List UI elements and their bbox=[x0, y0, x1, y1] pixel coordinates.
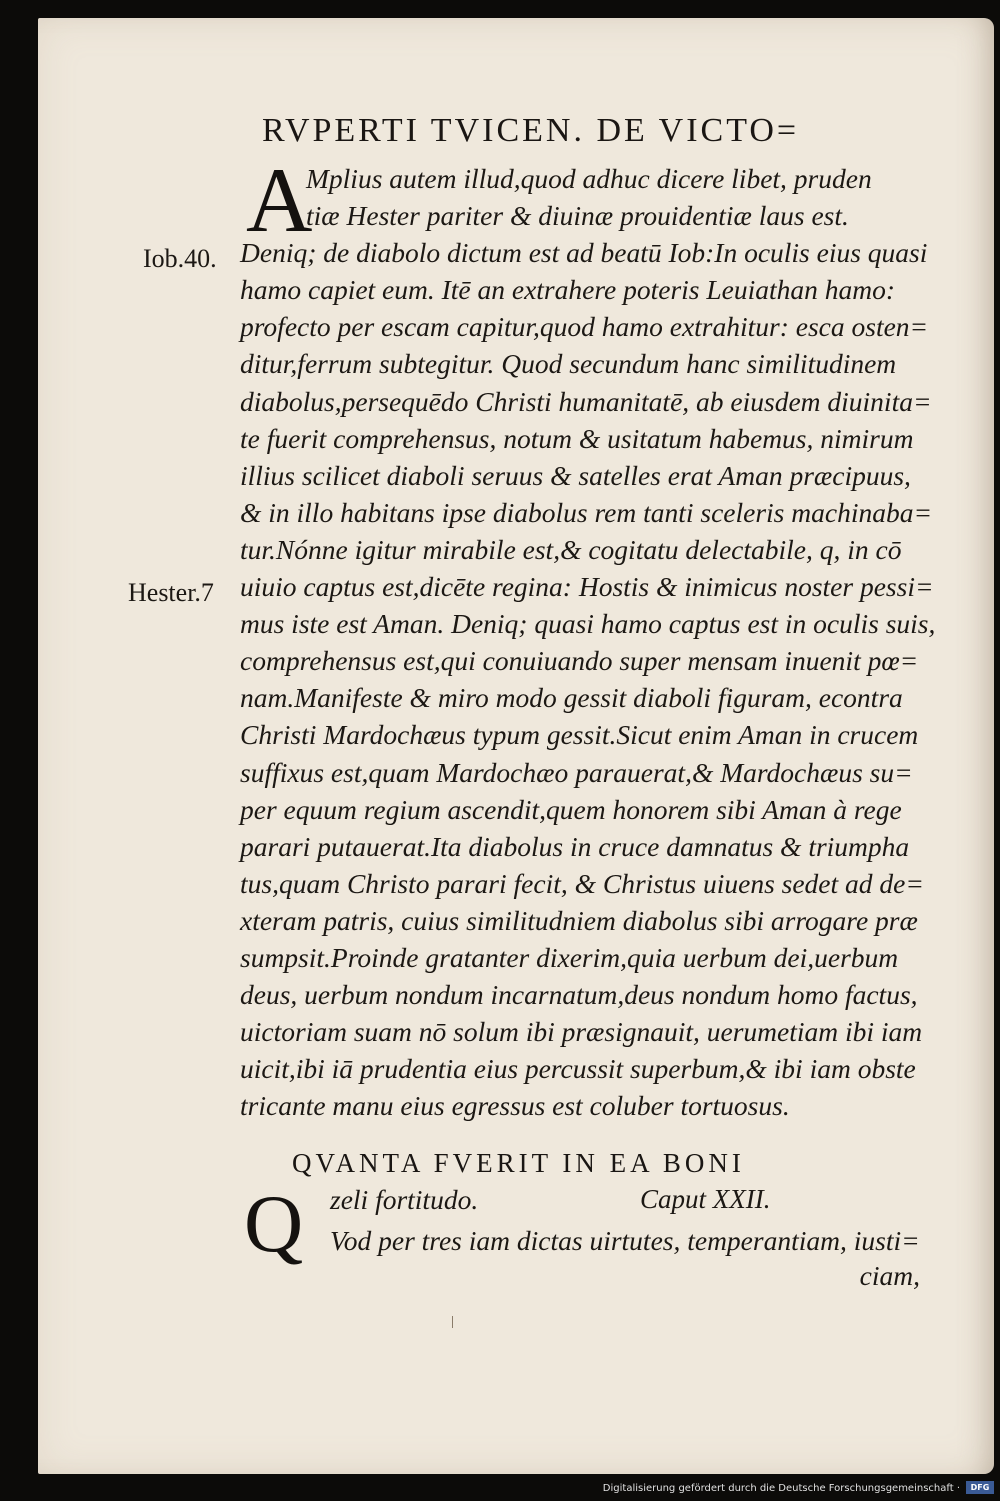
text-line: Deniq; de diabolo dictum est ad beatū Iob:In oculis eius quasi bbox=[240, 237, 928, 269]
margin-note-hester: Hester.7 bbox=[128, 578, 214, 607]
section-heading: QVANTA FVERIT IN EA BONI bbox=[292, 1148, 745, 1178]
catchword: ciam, bbox=[859, 1260, 920, 1291]
text-line: uicit,ibi iā prudentia eius percussit superbum,& ibi iam obste bbox=[240, 1053, 916, 1085]
text-line: xteram patris, cuius similitudniem diabolus sibi arrogare præ bbox=[240, 904, 918, 936]
text-line: tricante manu eius egressus est coluber tortuosus. bbox=[240, 1090, 790, 1122]
text-line: deus, uerbum nondum incarnatum,deus nondum homo factus, bbox=[240, 979, 918, 1011]
final-text bbox=[330, 1222, 920, 1259]
text-line: tiæ Hester pariter & diuinæ prouidentiæ laus est. bbox=[306, 200, 849, 232]
chapter-number: Caput XXII. bbox=[640, 1184, 771, 1214]
text-line: sumpsit.Proinde gratanter dixerim,quia uerbum dei,uerbum bbox=[240, 941, 899, 973]
text-line: te fuerit comprehensus, notum & usitatum habemus, nimirum bbox=[240, 422, 914, 454]
text-line: Vod per tres iam dictas uirtutes, temperantiam, iusti= bbox=[330, 1225, 920, 1256]
text-line: uiuio captus est,dicēte regina: Hostis & inimicus noster pessi= bbox=[240, 571, 934, 603]
text-line: comprehensus est,qui conuiuando super mensam inuenit pœ= bbox=[240, 645, 919, 677]
text-line: uictoriam suam nō solum ibi præsignauit, uerumetiam ibi iam bbox=[240, 1016, 923, 1048]
section-heading-line2: zeli fortitudo. bbox=[330, 1184, 479, 1215]
text-line: tur.Nónne igitur mirabile est,& cogitatu delectabile, q, in cō bbox=[240, 533, 902, 565]
body-text bbox=[240, 149, 936, 1124]
margin-note-iob: Iob.40. bbox=[143, 244, 217, 273]
text-line: Christi Mardochæus typum gessit.Sicut enim Aman in crucem bbox=[240, 719, 919, 751]
footer-credit: Digitalisierung gefördert durch die Deutsche Forschungsgemeinschaft · bbox=[602, 1483, 960, 1494]
drop-cap-q: Q bbox=[244, 1178, 304, 1269]
text-line: per equum regium ascendit,quem honorem sibi Aman à rege bbox=[240, 793, 902, 825]
running-head: RVPERTI TVICEN. DE VICTO= bbox=[262, 112, 800, 149]
text-line: & in illo habitans ipse diabolus rem tanti sceleris machinaba= bbox=[240, 496, 933, 528]
footer-bar bbox=[0, 1475, 1000, 1501]
text-line: tus,quam Christo parari fecit, & Christus uiuens sedet ad de= bbox=[240, 867, 924, 899]
stray-ink-mark bbox=[452, 1316, 453, 1328]
text-line: illius scilicet diaboli seruus & satelles erat Aman præcipuus, bbox=[240, 459, 911, 491]
text-line: parari putauerat.Ita diabolus in cruce damnatus & triumpha bbox=[240, 830, 910, 862]
text-line: hamo capiet eum. Itē an extrahere poteris Leuiathan hamo: bbox=[240, 274, 896, 306]
text-line: diabolus,persequēdo Christi humanitatē, ab eiusdem diuinita= bbox=[240, 385, 932, 417]
dfg-logo: DFG bbox=[966, 1481, 994, 1494]
text-line: Mplius autem illud,quod adhuc dicere libet, pruden bbox=[306, 163, 872, 194]
text-line: suffixus est,quam Mardochæo parauerat,& Mardochæus su= bbox=[240, 756, 913, 788]
text-line: profecto per escam capitur,quod hamo extrahitur: esca osten= bbox=[240, 311, 929, 343]
text-line: mus iste est Aman. Deniq; quasi hamo captus est in oculis suis, bbox=[240, 608, 936, 640]
text-line: ditur,ferrum subtegitur. Quod secundum hanc similitudinem bbox=[240, 348, 897, 380]
drop-cap-a: A bbox=[246, 149, 313, 251]
text-line: nam.Manifeste & miro modo gessit diaboli figuram, econtra bbox=[240, 682, 903, 714]
